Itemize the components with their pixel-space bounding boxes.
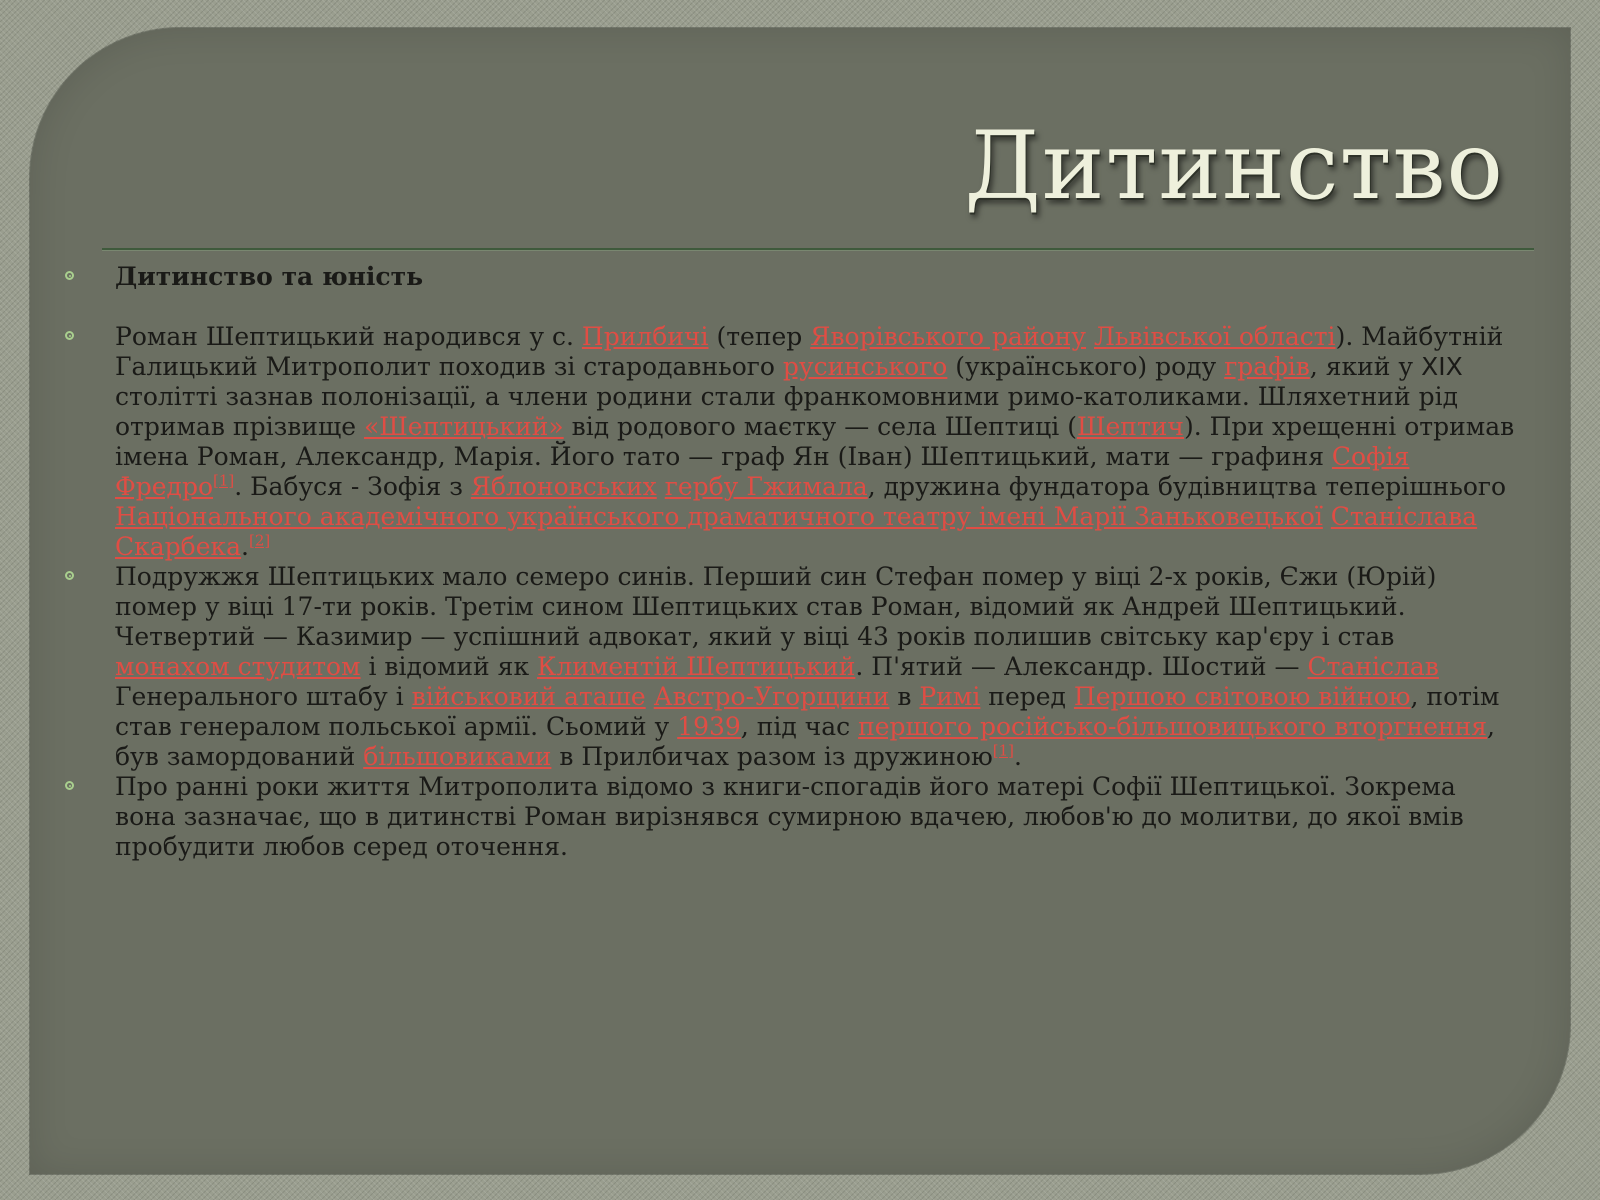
link-counts[interactable]: графів [1224, 352, 1310, 381]
slide-content [115, 262, 1515, 862]
link-bolsheviks[interactable]: більшовиками [363, 742, 552, 771]
link-yavoriv-district[interactable]: Яворівського району [810, 322, 1087, 351]
bullet-icon [65, 271, 74, 280]
text-segment: Роман Шептицький народився у с. [115, 322, 582, 351]
text-segment: і відомий як [360, 652, 538, 681]
bullet-icon [65, 331, 74, 340]
title-divider [102, 248, 1534, 250]
link-gryzmala-coat[interactable]: гербу Гжимала [664, 472, 868, 501]
text-segment: . Бабуся - Зофія з [234, 472, 471, 501]
link-bolshevik-invasion[interactable]: першого російсько-більшовицького вторгнення [858, 712, 1488, 741]
link-sofia-fredro[interactable]: Софія Фредро [115, 442, 1410, 501]
section-heading: Дитинство та юність [115, 262, 424, 291]
text-segment: столітті зазнав полонізації, а члени родини стали франкомовними римо-католиками. Шляхетний рід отримав прізвище [115, 382, 1458, 441]
link-yablonovski[interactable]: Яблоновських [470, 472, 657, 501]
bullet-item-early-years [115, 772, 1515, 862]
link-klymentii-sheptytskyi[interactable]: Климентій Шептицький [537, 652, 856, 681]
text-segment [1086, 322, 1094, 351]
link-stanislav[interactable]: Станіслав [1307, 652, 1439, 681]
text-segment: в [889, 682, 920, 711]
link-sheptytskyi[interactable]: «Шептицький» [363, 412, 564, 441]
text-segment: (українського) роду [947, 352, 1225, 381]
text-segment: , який у [1309, 352, 1422, 381]
link-studite-monk[interactable]: монахом студитом [115, 652, 361, 681]
text-segment: . [241, 532, 249, 561]
bullet-item-heading [115, 262, 1515, 292]
footnote-link[interactable]: [2] [249, 531, 271, 550]
text-segment [657, 472, 665, 501]
bullet-item-birth [115, 322, 1515, 562]
link-prylbychi[interactable]: Прилбичі [581, 322, 709, 351]
text-segment [646, 682, 654, 711]
link-austria-hungary[interactable]: Австро-Угорщини [653, 682, 890, 711]
text-segment: в Прилбичах разом із дружиною [551, 742, 993, 771]
text-segment: перед [980, 682, 1074, 711]
link-1939[interactable]: 1939 [677, 712, 741, 741]
footnote-ref [213, 472, 234, 490]
text-segment: ). При хрещенні отримав імена Роман, Александр, Марія. Його тато — граф Ян (Іван) Шептицький, мати — графиня [115, 412, 1515, 471]
link-military-attache[interactable]: військовий аташе [411, 682, 646, 711]
bullet-icon [65, 781, 74, 790]
link-stanislaw-skarbek[interactable]: Станіслава Скарбека [115, 502, 1478, 561]
link-rome[interactable]: Римі [919, 682, 981, 711]
text-segment-century: XIX [1421, 352, 1463, 381]
text-segment: Подружжя Шептицьких мало семеро синів. Перший син Стефан помер у віці 2-х років, Єжи (Юрій) помер у віці 17-ти років. Третім сином Шептицьких став Роман, відомий як Андрей Шептицький. Четвертий — Казимир — успішний адвокат, який у віці 43 років полишив світську кар'єру і став [115, 562, 1437, 651]
text-segment: , був замордований [115, 712, 1495, 771]
text-segment: ). Майбутній Галицький Митрополит походив зі стародавнього [115, 322, 1504, 381]
footnote-ref [993, 742, 1014, 760]
text-segment: , дружина фундатора будівництва теперішнього [867, 472, 1507, 501]
text-segment: , під час [740, 712, 859, 741]
slide-title: Дитинство [964, 112, 1504, 221]
text-segment: Про ранні роки життя Митрополита відомо з книги-спогадів його матері Софії Шептицької. Зокрема вона зазначає, що в дитинстві Роман вирізнявся сумирною вдачею, любов'ю до молитви, до якої вмів пробудити любов серед оточення. [115, 772, 1464, 861]
link-world-war-one[interactable]: Першою світовою війною [1073, 682, 1411, 711]
link-rusyn[interactable]: русинського [782, 352, 948, 381]
text-segment: . [1013, 742, 1022, 771]
text-segment: від родового маєтку — села Шептиці ( [563, 412, 1077, 441]
footnote-link[interactable]: [1] [213, 471, 235, 490]
text-segment: (тепер [708, 322, 811, 351]
bullet-icon [65, 571, 74, 580]
link-zankovetska-theatre[interactable]: Національного академічного українського драматичного театру імені Марії Заньковецької [115, 502, 1323, 531]
text-segment [1323, 502, 1331, 531]
link-lviv-oblast[interactable]: Львівської області [1093, 322, 1336, 351]
text-segment: , потім став генералом польської армії. Сьомий у [115, 682, 1500, 741]
footnote-link[interactable]: [1] [992, 741, 1014, 760]
link-sheptych[interactable]: Шептич [1076, 412, 1184, 441]
footnote-ref [249, 532, 270, 550]
text-segment: . П'ятий — Александр. Шостий — [855, 652, 1308, 681]
text-segment: Генерального штабу і [115, 682, 412, 711]
bullet-item-sons [115, 562, 1515, 772]
